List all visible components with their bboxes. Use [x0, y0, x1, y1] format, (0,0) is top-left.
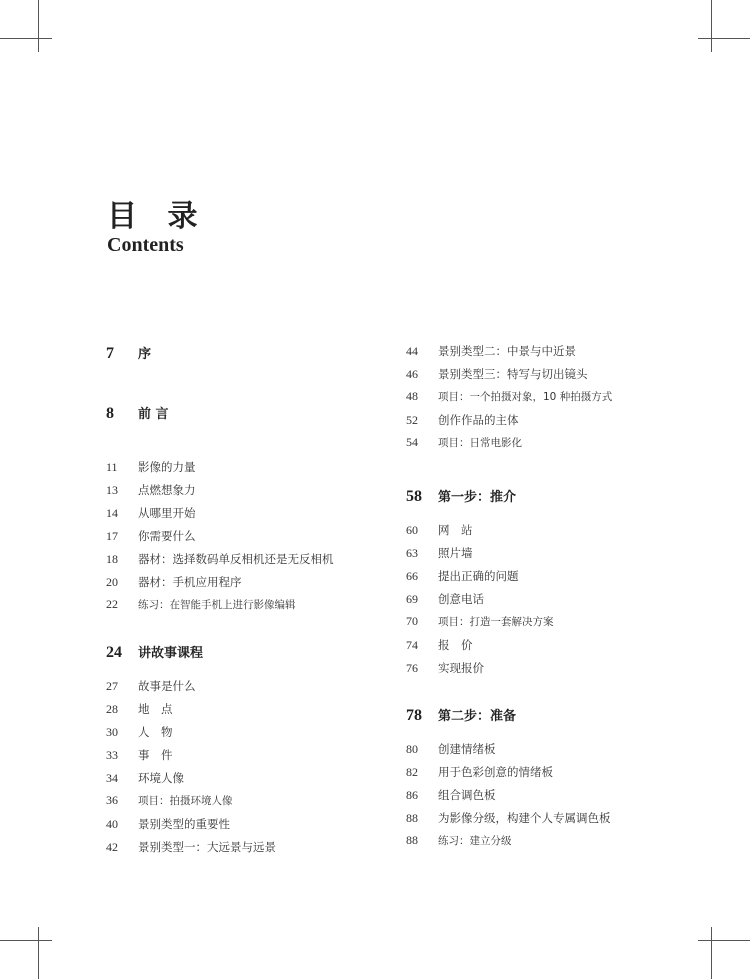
entry-title: 项目：拍摄环境人像 [138, 795, 233, 807]
entry-page-number: 17 [106, 529, 118, 543]
entry-page-number: 48 [406, 389, 418, 403]
entry-page-number: 44 [406, 344, 418, 358]
entry-title: 创作作品的主体 [438, 413, 519, 427]
toc-entry[interactable] [106, 816, 386, 839]
toc-entry[interactable] [406, 787, 706, 810]
toc-entry[interactable] [406, 833, 706, 856]
section-title: 讲故事课程 [138, 646, 204, 661]
entry-title: 报 价 [438, 638, 473, 652]
entry-title: 创意电话 [438, 592, 484, 606]
toc-entry[interactable] [406, 764, 706, 787]
entry-page-number: 18 [106, 552, 118, 566]
entry-title: 景别类型二：中景与中近景 [438, 344, 576, 358]
toc-entry[interactable] [106, 701, 386, 724]
entry-title: 地 点 [138, 702, 173, 716]
entry-page-number: 54 [406, 435, 418, 449]
entry-page-number: 20 [106, 575, 118, 589]
entry-title: 环境人像 [138, 771, 184, 785]
toc-entry[interactable] [406, 389, 706, 412]
entry-page-number: 66 [406, 569, 418, 583]
entry-page-number: 74 [406, 638, 418, 652]
toc-entry[interactable] [406, 435, 706, 458]
entry-page-number: 88 [406, 811, 418, 825]
toc-entry[interactable] [406, 545, 706, 568]
toc-left-column [106, 343, 386, 862]
toc-section[interactable] [406, 486, 706, 510]
section-page-number: 8 [106, 405, 114, 422]
crop-mark [0, 940, 52, 941]
entry-page-number: 40 [106, 817, 118, 831]
crop-mark [38, 0, 39, 52]
toc-entry[interactable] [106, 597, 386, 620]
entry-page-number: 22 [106, 597, 118, 611]
section-title: 序 [138, 347, 152, 362]
entry-page-number: 33 [106, 748, 118, 762]
entry-title: 组合调色板 [438, 788, 496, 802]
section-title: 前 言 [138, 407, 169, 422]
toc-heading [107, 200, 207, 256]
crop-mark [698, 940, 750, 941]
entry-title: 项目：打造一套解决方案 [438, 616, 554, 628]
toc-entry[interactable] [106, 747, 386, 770]
entry-page-number: 70 [406, 614, 418, 628]
section-page-number: 7 [106, 345, 114, 362]
toc-entry[interactable] [406, 637, 706, 660]
crop-mark [711, 927, 712, 979]
toc-entry[interactable] [106, 770, 386, 793]
entry-page-number: 46 [406, 367, 418, 381]
entry-title: 景别类型的重要性 [138, 817, 230, 831]
crop-mark [698, 38, 750, 39]
entry-title: 你需要什么 [138, 529, 196, 543]
entry-title: 从哪里开始 [138, 506, 196, 520]
entry-page-number: 36 [106, 793, 118, 807]
entry-title: 为影像分级，构建个人专属调色板 [438, 811, 611, 825]
toc-entry[interactable] [106, 678, 386, 701]
toc-entry[interactable] [406, 741, 706, 764]
toc-right-column [406, 343, 706, 856]
entry-title: 景别类型一：大远景与远景 [138, 840, 276, 854]
entry-page-number: 27 [106, 679, 118, 693]
entry-title: 点燃想象力 [138, 483, 196, 497]
entry-page-number: 13 [106, 483, 118, 497]
entry-page-number: 69 [406, 592, 418, 606]
toc-section[interactable] [106, 642, 386, 666]
entry-title: 事 件 [138, 748, 173, 762]
entry-page-number: 63 [406, 546, 418, 560]
toc-entry[interactable] [406, 412, 706, 435]
toc-entry[interactable] [106, 528, 386, 551]
entry-title: 景别类型三：特写与切出镜头 [438, 367, 588, 381]
entry-title: 练习：在智能手机上进行影像编辑 [138, 599, 296, 611]
section-title: 第二步：准备 [438, 709, 517, 724]
entry-page-number: 14 [106, 506, 118, 520]
entry-title: 创建情绪板 [438, 742, 496, 756]
section-title: 第一步：推介 [438, 490, 517, 505]
toc-section[interactable] [106, 343, 386, 367]
entry-title: 用于色彩创意的情绪板 [438, 765, 553, 779]
toc-title-en: Contents [107, 234, 184, 256]
crop-mark [711, 0, 712, 52]
entry-page-number: 42 [106, 840, 118, 854]
toc-section[interactable] [106, 403, 386, 427]
toc-entry[interactable] [106, 482, 386, 505]
entry-page-number: 52 [406, 413, 418, 427]
crop-mark [0, 38, 52, 39]
entry-page-number: 30 [106, 725, 118, 739]
entry-page-number: 34 [106, 771, 118, 785]
toc-entry[interactable] [106, 724, 386, 747]
entry-title: 照片墙 [438, 546, 473, 560]
entry-page-number: 28 [106, 702, 118, 716]
entry-page-number: 60 [406, 523, 418, 537]
entry-title: 实现报价 [438, 661, 484, 675]
entry-title: 网 站 [438, 523, 473, 537]
entry-title: 练习：建立分级 [438, 835, 512, 847]
toc-entry[interactable] [406, 810, 706, 833]
entry-page-number: 82 [406, 765, 418, 779]
toc-entry[interactable] [106, 551, 386, 574]
toc-entry[interactable] [406, 591, 706, 614]
toc-entry[interactable] [106, 505, 386, 528]
entry-page-number: 88 [406, 833, 418, 847]
entry-title: 提出正确的问题 [438, 569, 519, 583]
entry-page-number: 76 [406, 661, 418, 675]
toc-entry[interactable] [406, 343, 706, 366]
entry-title: 影像的力量 [138, 460, 196, 474]
entry-page-number: 11 [106, 460, 118, 474]
toc-entry[interactable] [106, 459, 386, 482]
toc-entry[interactable] [406, 522, 706, 545]
entry-title: 人 物 [138, 725, 173, 739]
entry-title: 器材：选择数码单反相机还是无反相机 [138, 552, 334, 566]
toc-section[interactable] [406, 705, 706, 729]
entry-page-number: 80 [406, 742, 418, 756]
toc-entry[interactable] [406, 568, 706, 591]
toc-entry[interactable] [106, 793, 386, 816]
toc-entry[interactable] [406, 614, 706, 637]
entry-page-number: 86 [406, 788, 418, 802]
entry-title: 故事是什么 [138, 679, 196, 693]
entry-title: 项目：一个拍摄对象，10 种拍摄方式 [438, 391, 613, 403]
toc-entry[interactable] [106, 574, 386, 597]
toc-entry[interactable] [406, 660, 706, 683]
section-page-number: 24 [106, 644, 122, 661]
crop-mark [38, 927, 39, 979]
section-page-number: 58 [406, 488, 422, 505]
entry-title: 器材：手机应用程序 [138, 575, 242, 589]
toc-entry[interactable] [106, 839, 386, 862]
entry-title: 项目：日常电影化 [438, 437, 522, 449]
toc-entry[interactable] [406, 366, 706, 389]
section-page-number: 78 [406, 707, 422, 724]
toc-title-cn: 目 录 [107, 199, 208, 234]
